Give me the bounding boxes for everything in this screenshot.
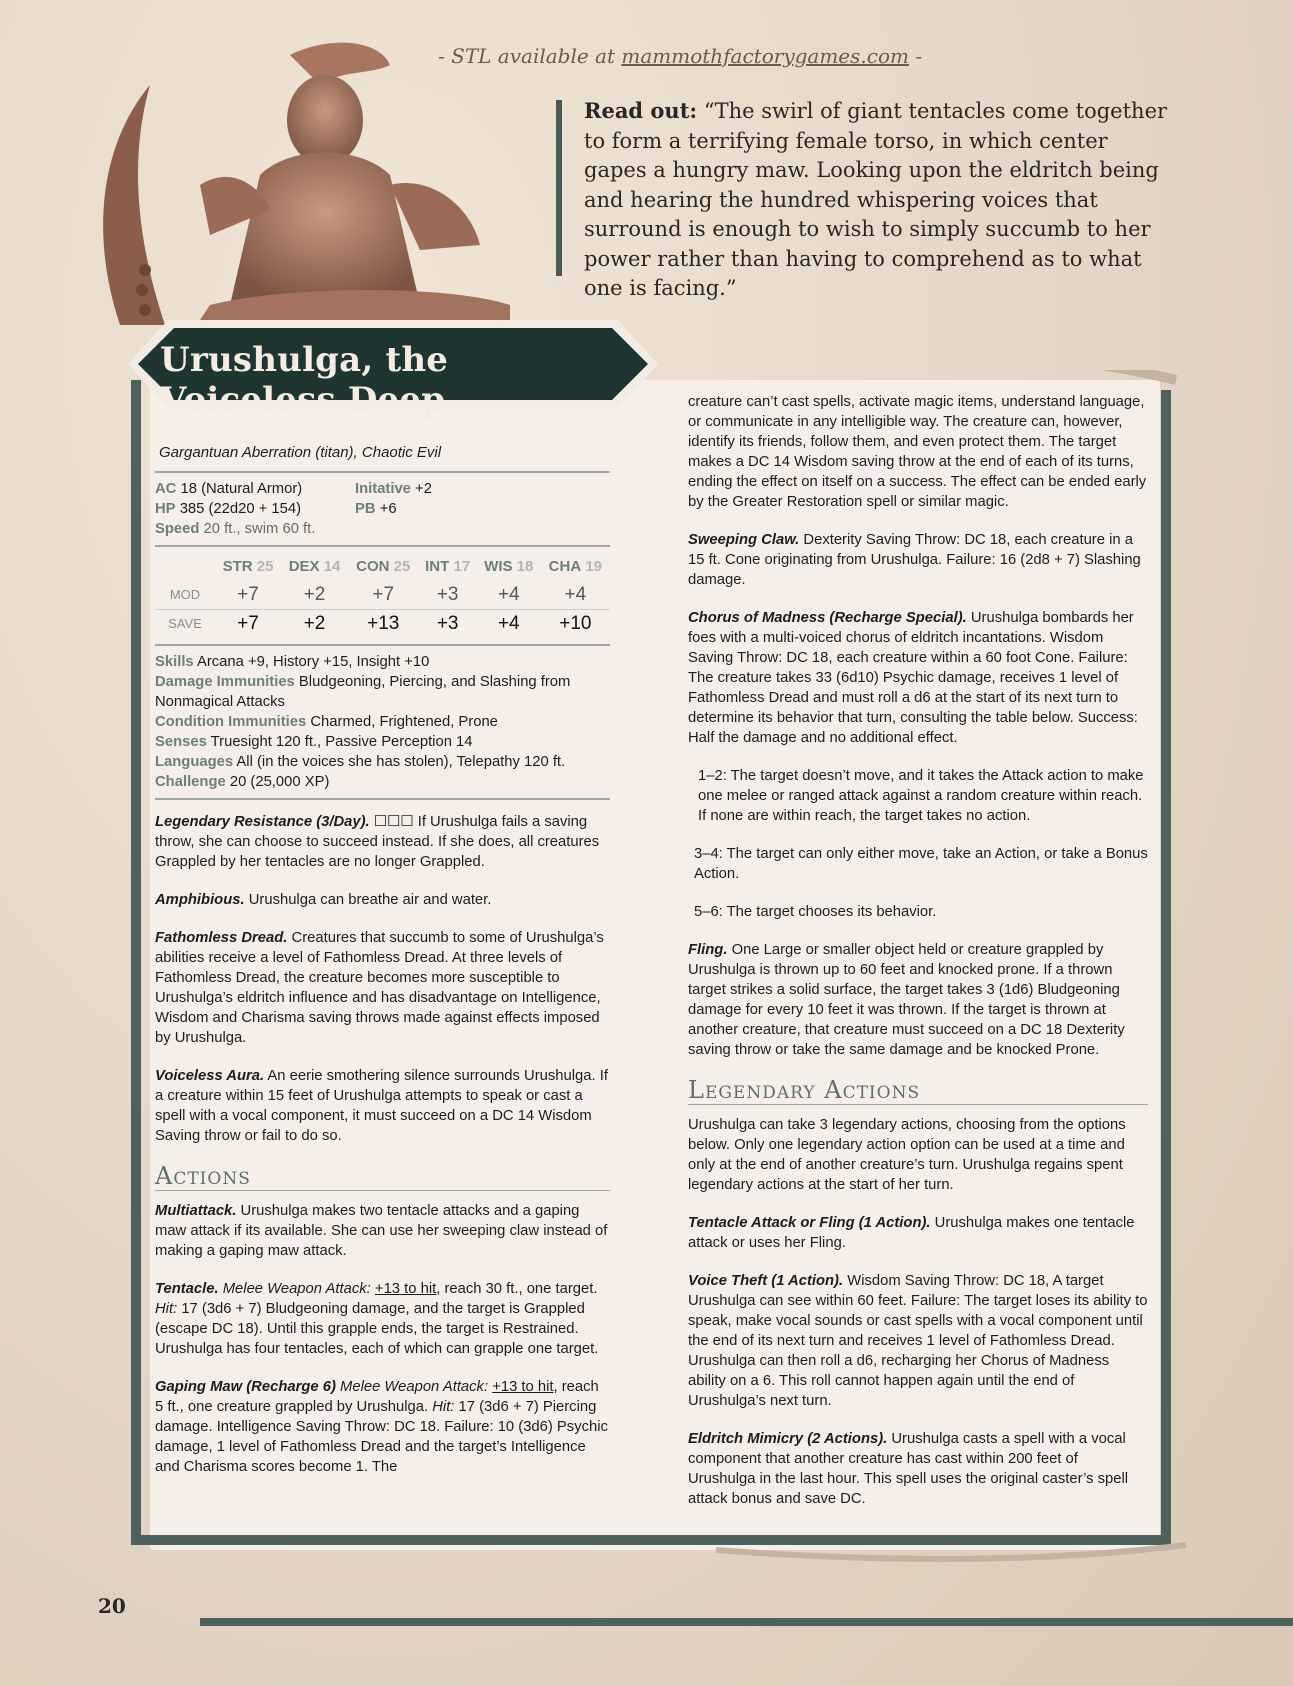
readout-bar [556, 100, 562, 276]
pb-value: +6 [379, 501, 397, 517]
ac-label: AC [155, 481, 177, 497]
action-gaping-maw [155, 1377, 610, 1477]
action-text: Urushulga makes two tentacle attacks and a gaping maw attack if its available. She can use her sweeping claw instead of making a gaping maw attack. [155, 1203, 608, 1259]
ability-cha: CHA 19 [548, 558, 603, 575]
hit-label: Hit: [155, 1301, 178, 1317]
senses-label: Senses [155, 734, 207, 750]
damage-immunities-value: Bludgeoning, Piercing, and Slashing from Nonmagical Attacks [155, 674, 571, 710]
to-hit-bonus[interactable]: +13 to hit [492, 1379, 554, 1395]
trait-name: Voiceless Aura. [155, 1068, 265, 1084]
dex-save: +2 [303, 613, 326, 634]
action-chorus-of-madness [688, 608, 1148, 748]
init-label: Initative [355, 481, 411, 497]
trait-legendary-resistance [155, 812, 610, 872]
condition-immunities-label: Condition Immunities [155, 714, 307, 730]
legendary-eldritch-mimicry [688, 1429, 1148, 1509]
trait-text: If Urushulga fails a saving throw, she can choose to succeed instead. If she does, all creatures Grappled by her tentacles are no longer Grappled. [155, 814, 600, 870]
con-save: +13 [367, 613, 400, 634]
chorus-roll-5-6: 5–6: The target chooses its behavior. [694, 904, 937, 920]
ability-table [155, 553, 610, 638]
pb-label: PB [355, 501, 376, 517]
trait-name: Amphibious. [155, 892, 245, 908]
action-fling [688, 940, 1148, 1060]
legendary-intro: Urushulga can take 3 legendary actions, choosing from the options below. Only one legendary action option can be used at a time and only at the end of another creature’s turn. Urushulga regains spent legendary actions at the start of her turn. [688, 1117, 1126, 1193]
senses-value: Truesight 120 ft., Passive Perception 14 [210, 734, 473, 750]
trait-text: Urushulga can breathe air and water. [248, 892, 492, 908]
action-name: Chorus of Madness (Recharge Special). [688, 610, 967, 626]
challenge-value: 20 (25,000 XP) [229, 774, 330, 790]
con-mod: +7 [348, 581, 418, 610]
speed-label: Speed [155, 521, 200, 537]
languages-value: All (in the voices she has stolen), Telepathy 120 ft. [236, 754, 566, 770]
senses-line [155, 732, 610, 752]
chorus-roll-3-4: 3–4: The target can only either move, take an Action, or take a Bonus Action. [694, 846, 1148, 882]
trait-text: An eerie smothering silence surrounds Urushulga. If a creature within 15 feet of Urushulga attempts to speak or cast a spell with a vocal component, it must succeed on a DC 14 Wisdom Saving throw or fail to do so. [155, 1068, 608, 1144]
right-column [688, 392, 1148, 1527]
stat-row-hp [155, 499, 610, 519]
creature-type: Gargantuan Aberration (titan), Chaotic Evil [159, 444, 442, 461]
ability-header-row [155, 553, 610, 581]
str-mod: +7 [215, 581, 281, 610]
skills-label: Skills [155, 654, 194, 670]
divider [155, 545, 610, 547]
trait-voiceless-aura [155, 1066, 610, 1146]
legendary-action-name: Voice Theft (1 Action). [688, 1273, 844, 1289]
legendary-voice-theft [688, 1271, 1148, 1411]
readout-text [584, 96, 1176, 304]
attack-type: Melee Weapon Attack: [222, 1281, 371, 1297]
cha-save: +10 [559, 613, 592, 634]
action-text: 17 (3d6 + 7) Piercing damage. Intelligence Saving Throw: DC 18. Failure: 10 (3d6) Psychic damage, 1 level of Fathomless Dread and the target’s Intelligence and Charisma scores become 1. The [155, 1399, 608, 1475]
stl-suffix: - [908, 44, 923, 68]
hp-value: 385 (22d20 + 154) [179, 501, 302, 517]
creature-title: Urushulga, the Voiceless Deep [160, 340, 449, 420]
action-name: Fling. [688, 942, 728, 958]
stat-row-speed [155, 519, 610, 539]
legendary-actions-heading: Legendary Actions [688, 1076, 921, 1104]
mod-label: MOD [155, 581, 215, 610]
languages-line [155, 752, 610, 772]
challenge-label: Challenge [155, 774, 226, 790]
hit-label: Hit: [432, 1399, 455, 1415]
condition-immunities-line [155, 712, 610, 732]
action-text: , reach 5 ft., one creature grappled by Urushulga. [155, 1379, 599, 1415]
wis-mod: +4 [477, 581, 541, 610]
divider [155, 644, 610, 646]
readout-label: Read out: [584, 98, 698, 123]
challenge-line [155, 772, 610, 792]
save-label: SAVE [168, 616, 202, 631]
action-multiattack [155, 1201, 610, 1261]
legendary-action-text: Urushulga casts a spell with a vocal component that another creature has cast within 200 feet of Urushulga in the last hour. This spell uses the original caster’s spell attack bonus and save DC. [688, 1431, 1129, 1507]
int-mod: +3 [418, 581, 476, 610]
wis-save: +4 [497, 613, 520, 634]
skills-value: Arcana +9, History +15, Insight +10 [196, 654, 430, 670]
stat-row-ac [155, 479, 610, 499]
ability-con: CON 25 [356, 558, 411, 575]
action-text: Urushulga bombards her foes with a multi-voiced chorus of eldritch incantations. Wisdom Saving Throw: DC 18, each creature within a 60 foot Cone. Failure: The creature takes 33 (6d10) Psychic damage, receives 1 level of Fathomless Dread and must roll a d6 at the start of its next turn to determine its behavior that turn, consulting the table below. Success: Half the damage and no additional effect. [688, 610, 1138, 746]
action-text: 17 (3d6 + 7) Bludgeoning damage, and the target is Grappled (escape DC 18). Until this grapple ends, the target is Restrained. Urushulga has four tentacles, each of which can grapple one target. [155, 1301, 599, 1357]
divider [155, 471, 610, 473]
trait-name: Fathomless Dread. [155, 930, 288, 946]
page-number: 20 [98, 1594, 126, 1618]
action-tentacle [155, 1279, 610, 1359]
action-text: Dexterity Saving Throw: DC 18, each creature in a 15 ft. Cone originating from Urushulga. Failure: 16 (2d8 + 7) Slashing damage. [688, 532, 1141, 588]
ability-int: INT 17 [425, 558, 471, 575]
languages-label: Languages [155, 754, 234, 770]
ac-value: 18 (Natural Armor) [180, 481, 303, 497]
skills-line [155, 652, 610, 672]
divider [155, 1190, 610, 1191]
trait-amphibious [155, 890, 610, 910]
action-sweeping-claw [688, 530, 1148, 590]
cha-mod: +4 [541, 581, 610, 610]
damage-immunities-line [155, 672, 610, 712]
legendary-action-name: Eldritch Mimicry (2 Actions). [688, 1431, 888, 1447]
action-name: Tentacle. [155, 1281, 219, 1297]
int-save: +3 [436, 613, 459, 634]
left-column [155, 443, 610, 1495]
ability-save-row [155, 610, 610, 639]
action-name: Gaping Maw (Recharge 6) [155, 1379, 336, 1395]
chorus-roll-1-2: 1–2: The target doesn’t move, and it takes the Attack action to make one melee or ranged attack against a random creature within reach. If none are within reach, the target takes no action. [698, 768, 1144, 824]
divider [155, 798, 610, 800]
action-text: , reach 30 ft., one target. [436, 1281, 598, 1297]
condition-immunities-value: Charmed, Frightened, Prone [310, 714, 498, 730]
trait-name: Legendary Resistance (3/Day). [155, 814, 370, 830]
trait-text: Creatures that succumb to some of Urushulga’s abilities receive a level of Fathomless Dread. At three levels of Fathomless Dread, the creature becomes more susceptible to Urushulga’s eldritch influence and has disadvantage on Intelligence, Wisdom and Charisma saving throws made against effects imposed by Urushulga. [155, 930, 604, 1046]
legendary-action-name: Tentacle Attack or Fling (1 Action). [688, 1215, 931, 1231]
ability-dex: DEX 14 [288, 558, 341, 575]
legendary-tentacle-fling [688, 1213, 1148, 1253]
actions-heading: Actions [155, 1162, 251, 1190]
ability-wis: WIS 18 [484, 558, 534, 575]
trait-fathomless-dread [155, 928, 610, 1048]
stl-prefix: - STL available at [438, 44, 622, 68]
stl-link[interactable]: mammothfactorygames.com [621, 44, 909, 68]
ability-mod-row [155, 581, 610, 610]
init-value: +2 [415, 481, 432, 497]
to-hit-bonus[interactable]: +13 to hit [374, 1281, 437, 1297]
divider [688, 1104, 1148, 1105]
gaping-maw-continued: creature can’t cast spells, activate magic items, understand language, or communicate in any intelligible way. The creature can, however, identify its friends, follow them, and even protect them. The target makes a DC 14 Wisdom saving throw at the end of each of its turns, ending the effect on itself on a success. The effect can be ended early by the Greater Restoration spell or similar magic. [688, 394, 1147, 510]
damage-immunities-label: Damage Immunities [155, 674, 295, 690]
readout-body: “The swirl of giant tentacles come together to form a terrifying female torso, in which center gapes a hungry maw. Looking upon the eldritch being and hearing the hundred whispering voices that surround is enough to wish to simply succumb to her power rather than having to comprehend as to what one is facing.” [584, 99, 1168, 300]
str-save: +7 [237, 613, 259, 634]
action-text: One Large or smaller object held or creature grappled by Urushulga is thrown up to 60 feet and knocked prone. If a thrown target strikes a solid surface, the target takes 3 (1d6) Bludgeoning damage for every 10 feet it was thrown. If the target is thrown at another creature, that creature must succeed on a DC 18 Dexterity saving throw or take the same damage and be knocked Prone. [688, 942, 1125, 1058]
attack-type: Melee Weapon Attack: [340, 1379, 489, 1395]
action-name: Multiattack. [155, 1203, 237, 1219]
ability-str: STR 25 [222, 558, 274, 575]
action-name: Sweeping Claw. [688, 532, 800, 548]
legendary-resistance-checkboxes[interactable]: ☐☐☐ [373, 814, 414, 830]
legendary-action-text: Wisdom Saving Throw: DC 18, A target Urushulga can see within 60 feet. Failure: The target loses its ability to speak, make vocal sounds or cast spells with a vocal component until the end of its next turn and receives 1 level of Fathomless Dread. Urushulga can then roll a d6, recharging her Chorus of Madness ability on a 6. This roll cannot happen again until the end of Urushulga’s next turn. [688, 1273, 1148, 1409]
legendary-action-text: Urushulga makes one tentacle attack or uses her Fling. [688, 1215, 1135, 1251]
speed-value: 20 ft., swim 60 ft. [203, 521, 316, 537]
hp-label: HP [155, 501, 176, 517]
dex-mod: +2 [281, 581, 348, 610]
footer-rule [200, 1618, 1293, 1626]
creature-illustration [90, 35, 560, 335]
